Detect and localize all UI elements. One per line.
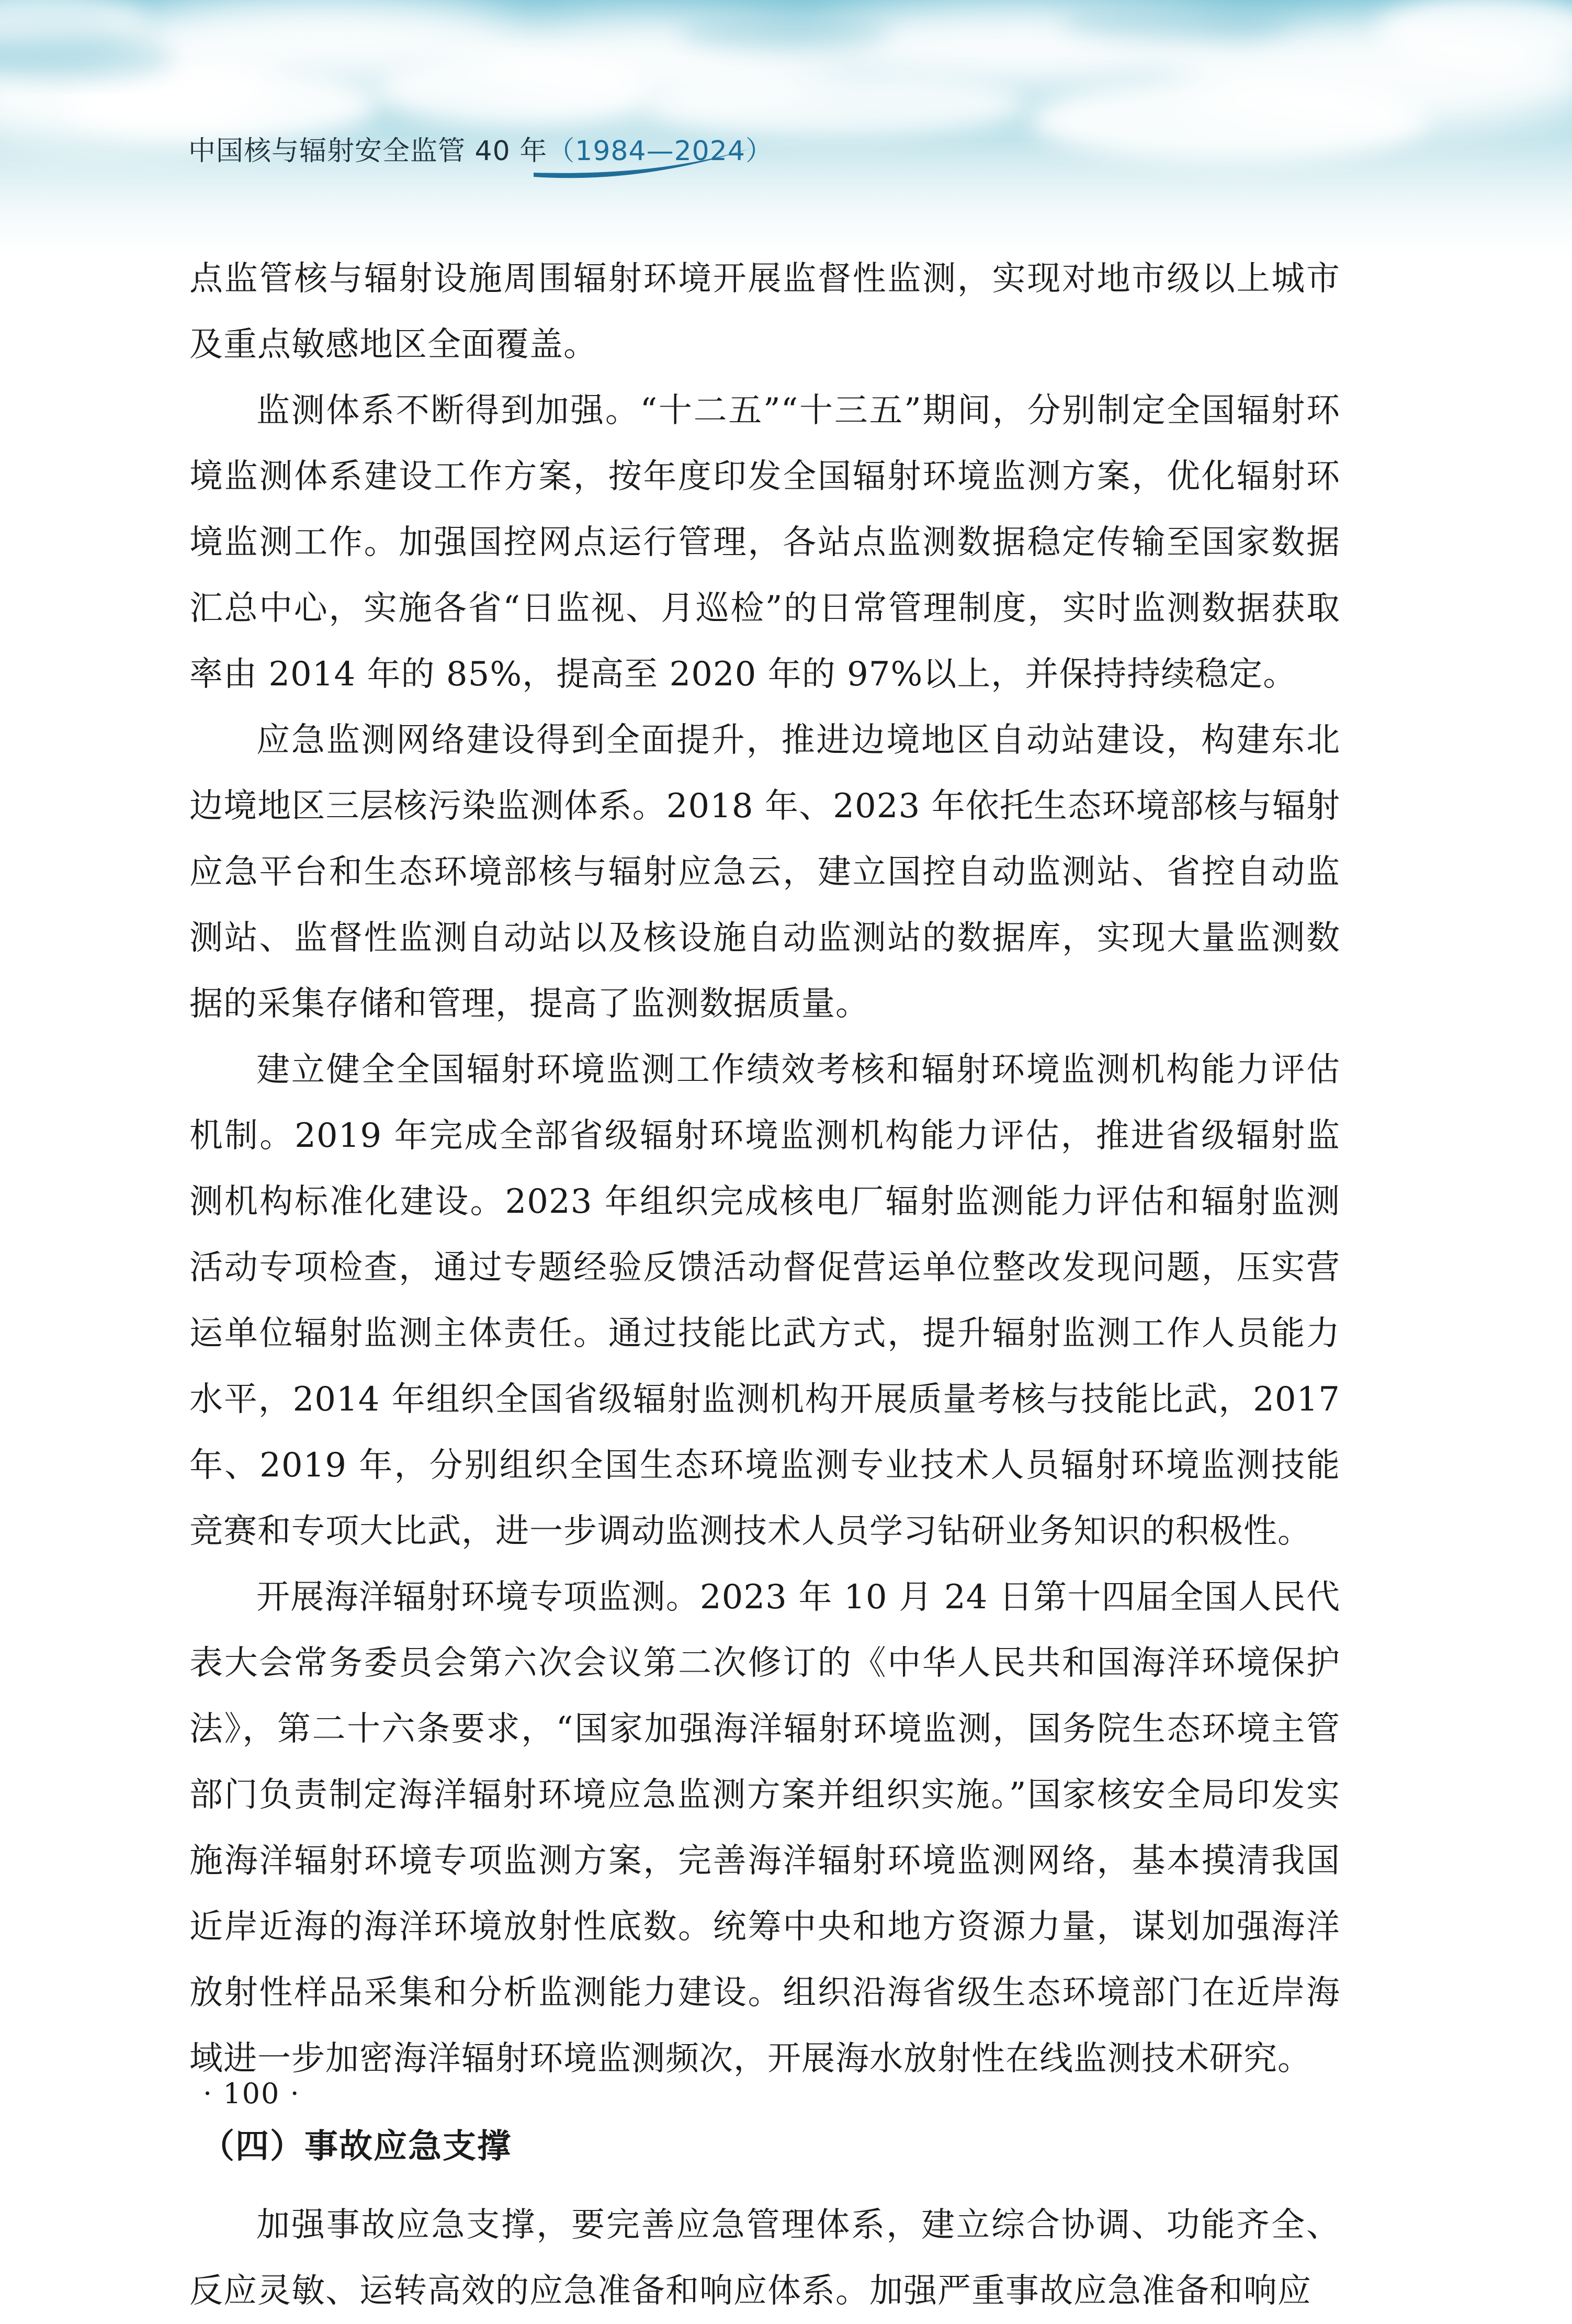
page-body <box>189 246 1340 2324</box>
paragraph-performance-assessment: 建立健全全国辐射环境监测工作绩效考核和辐射环境监测机构能力评估机制。2019 年完成全部省级辐射环境监测机构能力评估，推进省级辐射监测机构标准化建设。2023 年组织完成核电厂辐射监测能力评估和辐射监测活动专项检查，通过专题经验反馈活动督促营运单位整改发现问题，压实营运单位辐射监测主体责任。通过技能比武方式，提升辐射监测工作人员能力水平，2014 年组织全国省级辐射监测机构开展质量考核与技能比武，2017 年、2019 年，分别组织全国生态环境监测专业技术人员辐射环境监测技能竞赛和专项大比武，进一步调动监测技术人员学习钻研业务知识的积极性。 <box>189 1051 1340 1551</box>
paragraph-accident-emergency-support: 加强事故应急支撑，要完善应急管理体系，建立综合协调、功能齐全、反应灵敏、运转高效的应急准备和响应体系。加强严重事故应急准备和响应 <box>189 2206 1340 2310</box>
header-title: 中国核与辐射安全监管 40 年 <box>188 136 548 167</box>
section-heading: （四）事故应急支撑 <box>201 2127 512 2166</box>
page-number: · 100 · <box>203 2077 300 2110</box>
paragraph-marine-monitoring: 开展海洋辐射环境专项监测。2023 年 10 月 24 日第十四届全国人民代表大会常务委员会第六次会议第二次修订的《中华人民共和国海洋环境保护法》，第二十六条要求，“国家加强海洋辐射环境监测，国务院生态环境主管部门负责制定海洋辐射环境应急监测方案并组织实施。”国家核安全局印发实施海洋辐射环境专项监测方案，完善海洋辐射环境监测网络，基本摸清我国近岸近海的海洋环境放射性底数。统筹中央和地方资源力量，谋划加强海洋放射性样品采集和分析监测能力建设。组织沿海省级生态环境部门在近岸海域进一步加密海洋辐射环境监测频次，开展海水放射性在线监测技术研究。 <box>189 1578 1340 2078</box>
header-swoosh-ornament <box>534 144 753 181</box>
paragraph-monitoring-system: 监测体系不断得到加强。“十二五”“十三五”期间，分别制定全国辐射环境监测体系建设工作方案，按年度印发全国辐射环境监测方案，优化辐射环境监测工作。加强国控网点运行管理，各站点监测数据稳定传输至国家数据汇总中心，实施各省“日监视、月巡检”的日常管理制度，实时监测数据获取率由 2014 年的 85%，提高至 2020 年的 97%以上，并保持持续稳定。 <box>189 391 1340 694</box>
paragraph-continued: 点监管核与辐射设施周围辐射环境开展监督性监测，实现对地市级以上城市及重点敏感地区全面覆盖。 <box>189 260 1340 364</box>
paragraph-emergency-monitoring-network: 应急监测网络建设得到全面提升，推进边境地区自动站建设，构建东北边境地区三层核污染监测体系。2018 年、2023 年依托生态环境部核与辐射应急平台和生态环境部核与辐射应急云，建立国控自动监测站、省控自动监测站、监督性监测自动站以及核设施自动监测站的数据库，实现大量监测数据的采集存储和管理，提高了监测数据质量。 <box>189 721 1340 1023</box>
header-years: （1984—2024） <box>547 136 773 167</box>
